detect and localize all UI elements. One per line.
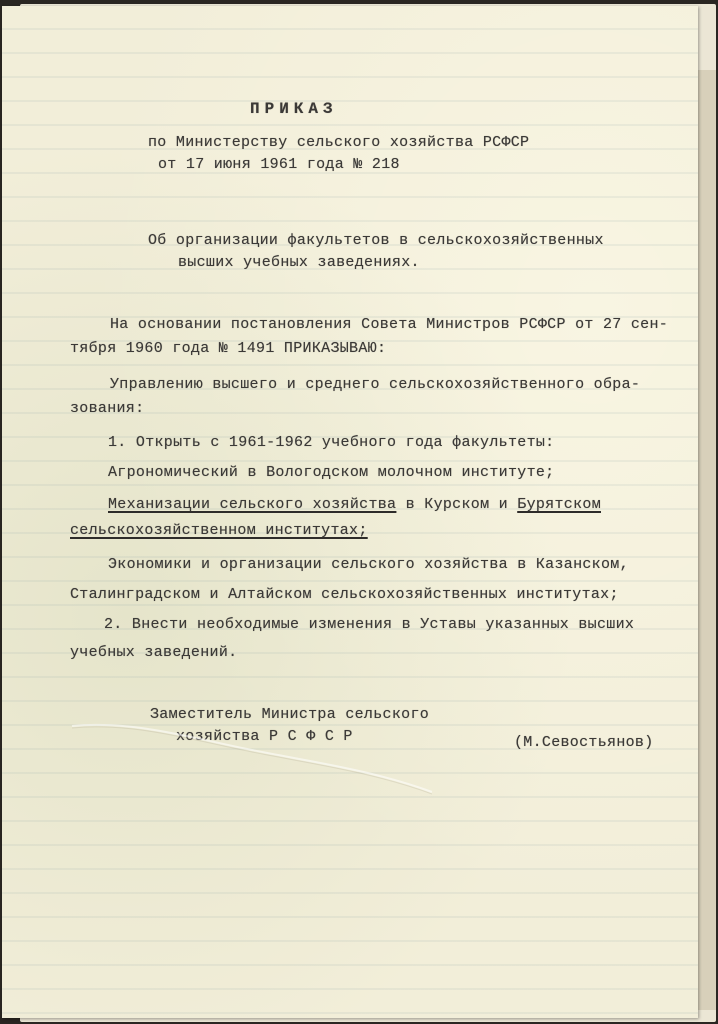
item-1: 1. Открыть с 1961-1962 учебного года факультеты: <box>108 434 555 451</box>
document-page <box>2 6 698 1018</box>
basis-line-2: тября 1960 года № 1491 ПРИКАЗЫВАЮ: <box>70 340 387 357</box>
signatory-name: (М.Севостьянов) <box>514 734 654 751</box>
signatory-role-line-1: Заместитель Министра сельского <box>150 706 430 723</box>
signatory-role-line-2: хозяйства Р С Ф С Р <box>176 728 353 745</box>
date-number-line: от 17 июня 1961 года № 218 <box>158 156 400 173</box>
paper-crease-mark <box>72 718 432 798</box>
item-1-mechanization <box>108 496 601 513</box>
item-2-line-2: учебных заведений. <box>70 644 238 661</box>
addressee-line-2: зования: <box>70 400 145 417</box>
item-1-agronomy: Агрономический в Вологодском молочном институте; <box>108 464 555 481</box>
underlined-buryat: Бурятском <box>517 496 601 513</box>
item-2-line-1: 2. Внести необходимые изменения в Уставы указанных высших <box>104 616 635 633</box>
addressee-line-1: Управлению высшего и среднего сельскохозяйственного обра- <box>110 376 641 393</box>
underlined-faculty: Механизации сельского хозяйства <box>108 496 397 513</box>
item-1-mechanization-line-2 <box>70 522 368 539</box>
ministry-line: по Министерству сельского хозяйства РСФСР <box>148 134 530 151</box>
subject-line-1: Об организации факультетов в сельскохозяйственных <box>148 232 604 249</box>
item-1-economics-line-2: Сталинградском и Алтайском сельскохозяйственных институтах; <box>70 586 619 603</box>
item-1-economics-line-1: Экономики и организации сельского хозяйства в Казанском, <box>108 556 629 573</box>
underlined-institutes: сельскохозяйственном институтах; <box>70 522 368 539</box>
subject-line-2: высших учебных заведениях. <box>178 254 420 271</box>
item-1-mechanization-mid: в Курском и <box>396 496 518 513</box>
document-title: ПРИКАЗ <box>250 100 338 118</box>
basis-line-1: На основании постановления Совета Министров РСФСР от 27 сен- <box>110 316 669 333</box>
